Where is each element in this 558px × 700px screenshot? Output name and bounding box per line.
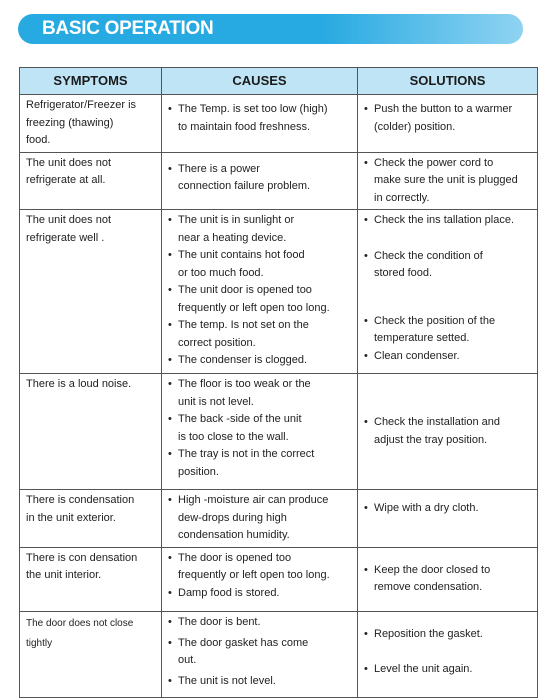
cause-item: • The unit contains hot food or too much food. <box>168 247 351 282</box>
cause-item: • The Temp. is set too low (high) to maintain food freshness. <box>168 101 351 136</box>
solution-item: • Check the condition of stored food. <box>364 248 531 283</box>
causes-cell <box>162 490 358 548</box>
section-title: BASIC OPERATION <box>42 18 214 39</box>
cause-item: • The door is bent. <box>168 614 351 631</box>
cause-item: • The unit door is opened too frequently or left open too long. <box>168 282 351 317</box>
symptom-line: Refrigerator/Freezer is <box>26 99 137 111</box>
cause-item: • The door is opened too frequently or left open too long. <box>168 550 351 585</box>
solution-item: • Push the button to a warmer (colder) position. <box>364 101 531 136</box>
symptom-cell: There is condensation in the unit exterior. <box>20 490 162 548</box>
cause-item: • The door gasket has come out. <box>168 635 351 669</box>
solutions-cell <box>358 490 538 548</box>
solutions-cell <box>358 374 538 490</box>
symptom-line: food. <box>26 134 51 146</box>
solution-item: • Check the ins tallation place. <box>364 212 531 230</box>
cause-item: • The condenser is clogged. <box>168 352 351 370</box>
cause-item: • The temp. Is not set on the correct position. <box>168 317 351 352</box>
solution-item: • Level the unit again. <box>364 661 531 679</box>
symptom-cell: There is con densation the unit interior. <box>20 547 162 611</box>
table-row <box>20 152 538 210</box>
symptom-cell: The unit does not refrigerate well . <box>20 210 162 374</box>
solution-item: • Check the power cord to make sure the unit is plugged in correctly. <box>364 155 531 208</box>
solution-item: • Reposition the gasket. <box>364 626 531 644</box>
symptom-cell: There is a loud noise. <box>20 374 162 490</box>
solution-item: • Check the position of the temperature setted. <box>364 313 531 348</box>
solution-item: • Wipe with a dry cloth. <box>364 500 531 518</box>
causes-cell <box>162 152 358 210</box>
solution-item: • Keep the door closed to remove condensation. <box>364 562 531 597</box>
cause-item: • The back -side of the unit is too close to the wall. <box>168 411 351 446</box>
causes-cell <box>162 95 358 153</box>
cause-item: • Damp food is stored. <box>168 585 351 603</box>
solutions-cell <box>358 210 538 374</box>
symptom-cell <box>20 95 162 153</box>
cause-item: • The unit is not level. <box>168 673 351 690</box>
solutions-cell <box>358 152 538 210</box>
causes-cell <box>162 374 358 490</box>
symptom-cell: The unit does not refrigerate at all. <box>20 152 162 210</box>
solutions-cell <box>358 611 538 697</box>
solution-item: • Clean condenser. <box>364 348 531 366</box>
solution-item: • Check the installation and adjust the tray position. <box>364 414 531 449</box>
table-header-row <box>20 68 538 95</box>
table-row <box>20 547 538 611</box>
causes-cell <box>162 611 358 697</box>
table-row <box>20 374 538 490</box>
solutions-cell <box>358 547 538 611</box>
table-row <box>20 611 538 697</box>
table-row <box>20 95 538 153</box>
cause-item: • High -moisture air can produce dew-drops during high condensation humidity. <box>168 492 351 545</box>
cause-item: • The tray is not in the correct position. <box>168 446 351 481</box>
header-symptoms: SYMPTOMS <box>20 68 162 95</box>
table-row <box>20 210 538 374</box>
causes-cell <box>162 210 358 374</box>
cause-item: • The unit is in sunlight or near a heating device. <box>168 212 351 247</box>
table-row <box>20 490 538 548</box>
solutions-cell <box>358 95 538 153</box>
cause-item: • The floor is too weak or the unit is not level. <box>168 376 351 411</box>
symptom-line: freezing (thawing) <box>26 116 114 129</box>
header-solutions: SOLUTIONS <box>358 68 538 95</box>
cause-item: • There is a power connection failure problem. <box>168 161 351 196</box>
causes-cell <box>162 547 358 611</box>
header-causes: CAUSES <box>162 68 358 95</box>
section-banner <box>18 14 523 44</box>
symptom-cell: The door does not close tightly <box>20 611 162 697</box>
troubleshooting-table <box>19 67 538 698</box>
